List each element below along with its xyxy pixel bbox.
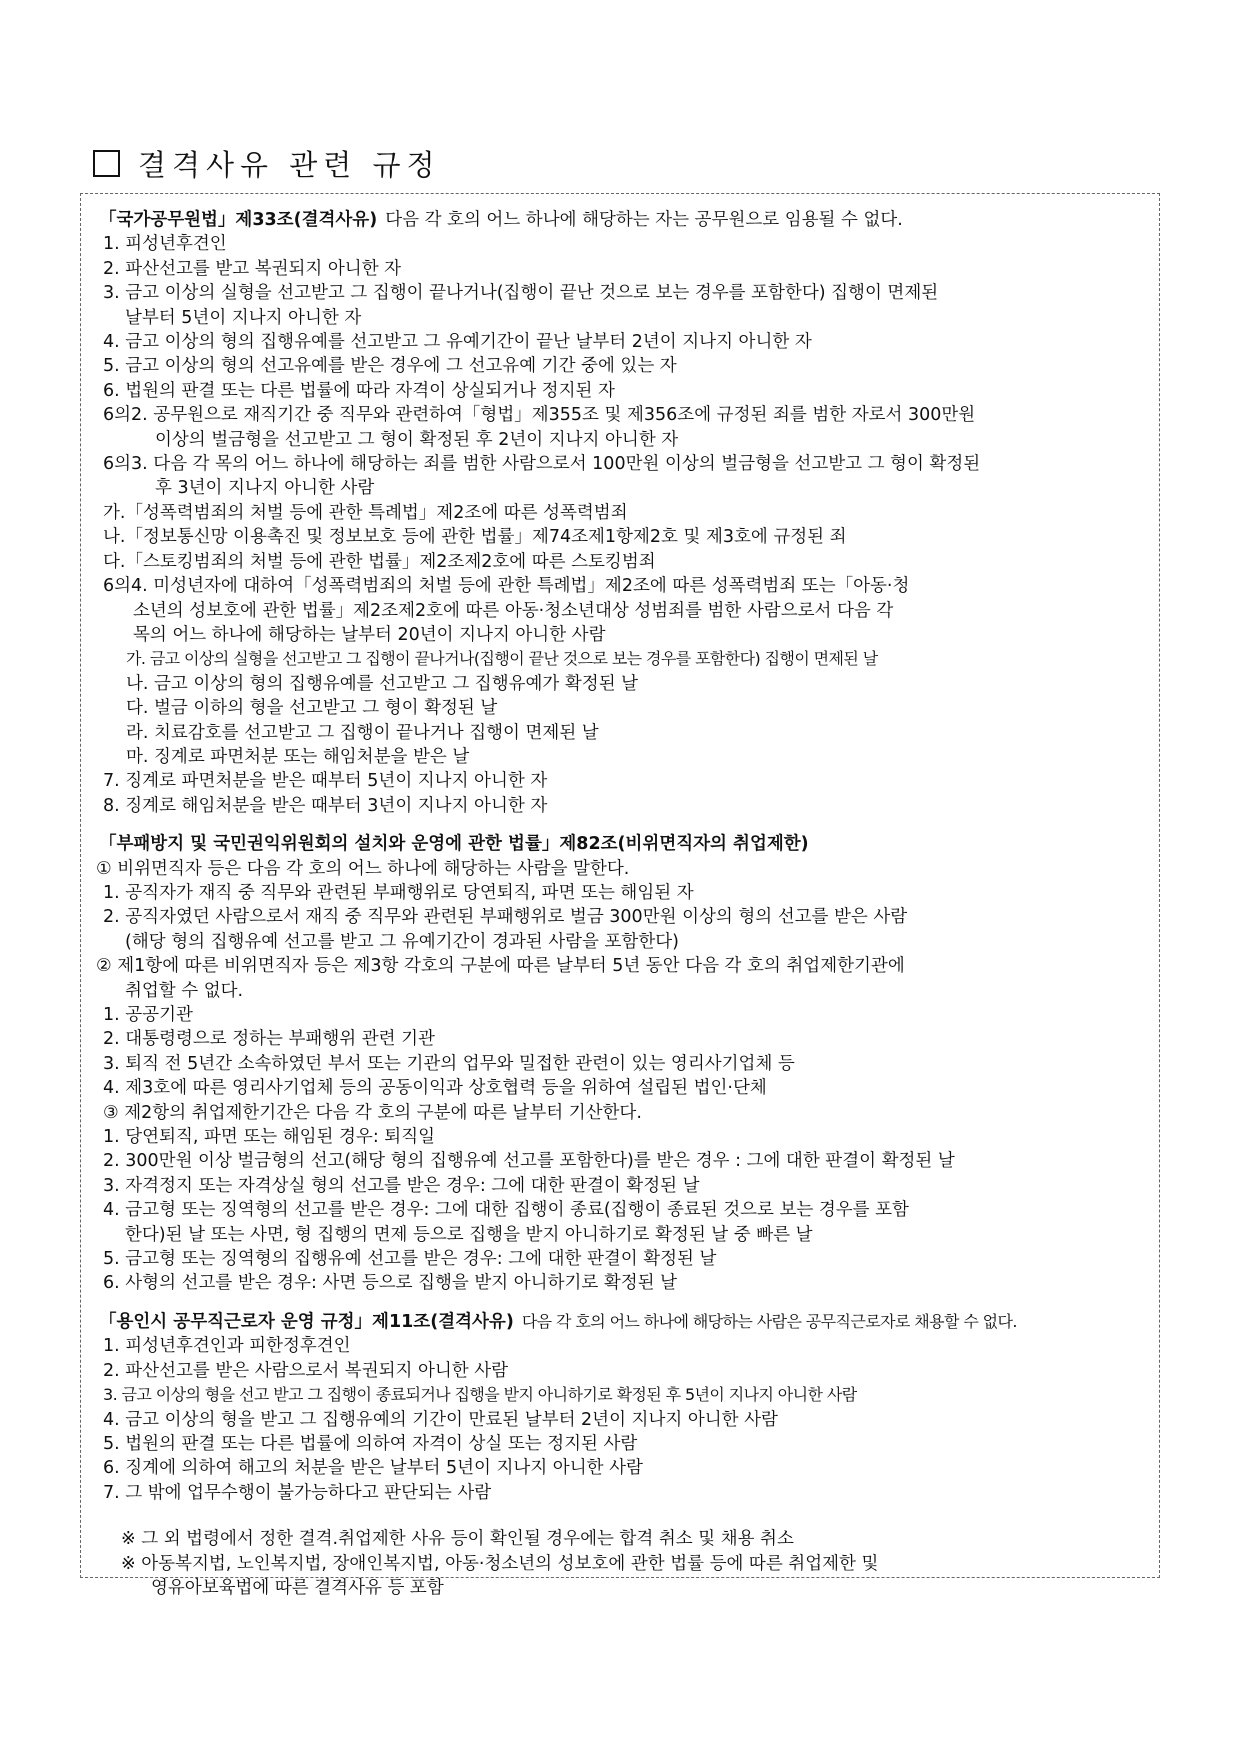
list-item: 5. 금고형 또는 징역형의 집행유예 선고를 받은 경우: 그에 대한 판결이 확정된 날 (103, 1249, 717, 1270)
list-item-continuation: 소년의 성보호에 관한 법률」제2조제2호에 따른 아동·청소년대상 성범죄를 범한 사람으로서 다음 각 (133, 600, 894, 621)
list-subitem: 가.「성폭력범죄의 처벌 등에 관한 특례법」제2조에 따른 성폭력범죄 (103, 502, 628, 523)
list-item-continuation: 후 3년이 지나지 아니한 사람 (155, 478, 375, 499)
list-subitem: 가. 금고 이상의 실형을 선고받고 그 집행이 끝나거나(집행이 끝난 것으로 보는 경우를 포함한다) 집행이 면제된 날 (126, 649, 878, 669)
section-national-civil-service-act (81, 208, 1159, 818)
section-heading (81, 208, 1159, 232)
note-item: ※ 아동복지법, 노인복지법, 장애인복지법, 아동·청소년의 성보호에 관한 법률 등에 따른 취업제한 및 (121, 1553, 879, 1574)
list-subitem: 마. 징계로 파면처분 또는 해임처분을 받은 날 (126, 746, 470, 767)
list-item: 6. 징계에 의하여 해고의 처분을 받은 날부터 5년이 지나지 아니한 사람 (103, 1458, 643, 1479)
list-subitem: 나. 금고 이상의 형의 집행유예를 선고받고 그 집행유예가 확정된 날 (126, 673, 639, 694)
list-item-continuation: 이상의 벌금형을 선고받고 그 형이 확정된 후 2년이 지나지 아니한 자 (155, 429, 679, 450)
page-title-text: 결격사유 관련 규정 (138, 147, 441, 182)
list-item: 6의2. 공무원으로 재직기간 중 직무와 관련하여「형법」제355조 및 제356조에 규정된 죄를 범한 자로서 300만원 (103, 405, 976, 426)
list-item: 4. 제3호에 따른 영리사기업체 등의 공동이익과 상호협력 등을 위하여 설립된 법인·단체 (103, 1078, 767, 1099)
list-item: 2. 파산선고를 받은 사람으로서 복권되지 아니한 사람 (103, 1360, 509, 1381)
note-item-continuation: 영유아보육법에 따른 결격사유 등 포함 (151, 1577, 444, 1598)
list-subitem: 라. 치료감호를 선고받고 그 집행이 끝나거나 집행이 면제된 날 (126, 722, 599, 743)
note-item: ※ 그 외 법령에서 정한 결격.취업제한 사유 등이 확인될 경우에는 합격 취소 및 채용 취소 (121, 1529, 794, 1550)
section-heading (81, 1310, 1159, 1334)
list-item: 4. 금고 이상의 형을 받고 그 집행유예의 기간이 만료된 날부터 2년이 지나지 아니한 사람 (103, 1409, 778, 1430)
list-item: 4. 금고형 또는 징역형의 선고를 받은 경우: 그에 대한 집행이 종료(집행이 종료된 것으로 보는 경우를 포함 (103, 1200, 909, 1221)
list-item: 1. 피성년후견인 (103, 234, 227, 255)
list-item: 3. 금고 이상의 형을 선고 받고 그 집행이 종료되거나 집행을 받지 아니하기로 확정된 후 5년이 지나지 아니한 사람 (103, 1385, 857, 1405)
list-item: 1. 공직자가 재직 중 직무와 관련된 부패행위로 당연퇴직, 파면 또는 해임된 자 (103, 882, 694, 903)
regulations-box (80, 193, 1160, 1598)
list-item: 6의4. 미성년자에 대하여「성폭력범죄의 처벌 등에 관한 특례법」제2조에 따른 성폭력범죄 또는「아동·청 (103, 576, 910, 597)
list-item-continuation: 한다)된 날 또는 사면, 형 집행의 면제 등으로 집행을 받지 아니하기로 확정된 날 중 빠른 날 (125, 1224, 813, 1245)
list-item: 3. 퇴직 전 5년간 소속하였던 부서 또는 기관의 업무와 밀접한 관련이 있는 영리사기업체 등 (103, 1053, 795, 1074)
list-item-continuation: (해당 형의 집행유예 선고를 받고 그 유예기간이 경과된 사람을 포함한다) (125, 931, 679, 952)
paragraph: ③ 제2항의 취업제한기간은 다음 각 호의 구분에 따른 날부터 기산한다. (103, 1102, 642, 1123)
list-item-continuation: 날부터 5년이 지나지 아니한 자 (125, 307, 362, 328)
list-subitem: 다. 벌금 이하의 형을 선고받고 그 형이 확정된 날 (126, 698, 498, 719)
section-anti-corruption-act (81, 832, 1159, 1296)
law-intro: 다음 각 호의 어느 하나에 해당하는 자는 공무원으로 임용될 수 없다. (385, 210, 903, 230)
list-item: 3. 자격정지 또는 자격상실 형의 선고를 받은 경우: 그에 대한 판결이 확정된 날 (103, 1175, 700, 1196)
law-title: 「국가공무원법」제33조(결격사유) (99, 210, 378, 230)
list-item: 7. 그 밖에 업무수행이 불가능하다고 판단되는 사람 (103, 1482, 492, 1503)
list-item: 3. 금고 이상의 실형을 선고받고 그 집행이 끝나거나(집행이 끝난 것으로 보는 경우를 포함한다) 집행이 면제된 (103, 283, 939, 304)
section-yongin-regulation (81, 1310, 1159, 1505)
list-item: 6. 사형의 선고를 받은 경우: 사면 등으로 집행을 받지 아니하기로 확정된 날 (103, 1273, 678, 1294)
list-item: 2. 파산선고를 받고 복권되지 아니한 자 (103, 258, 402, 279)
list-item-continuation: 목의 어느 하나에 해당하는 날부터 20년이 지나지 아니한 사람 (133, 624, 606, 645)
list-item: 7. 징계로 파면처분을 받은 때부터 5년이 지나지 아니한 자 (103, 771, 548, 792)
list-item: 5. 법원의 판결 또는 다른 법률에 의하여 자격이 상실 또는 정지된 사람 (103, 1433, 638, 1454)
checkbox-square-icon (93, 150, 120, 177)
list-item: 2. 공직자였던 사람으로서 재직 중 직무와 관련된 부패행위로 벌금 300만원 이상의 형의 선고를 받은 사람 (103, 907, 908, 928)
notes (81, 1527, 1159, 1600)
paragraph: ② 제1항에 따른 비위면직자 등은 제3항 각호의 구분에 따른 날부터 5년 동안 다음 각 호의 취업제한기관에 (96, 956, 905, 977)
law-title: 「부패방지 및 국민권익위원회의 설치와 운영에 관한 법률」제82조(비위면직자의 취업제한) (99, 834, 809, 855)
list-subitem: 다.「스토킹범죄의 처벌 등에 관한 법률」제2조제2호에 따른 스토킹범죄 (103, 551, 656, 572)
page-title (93, 143, 441, 183)
list-subitem: 나.「정보통신망 이용촉진 및 정보보호 등에 관한 법률」제74조제1항제2호 및 제3호에 규정된 죄 (103, 527, 847, 548)
list-item: 5. 금고 이상의 형의 선고유예를 받은 경우에 그 선고유예 기간 중에 있는 자 (103, 356, 677, 377)
list-item: 8. 징계로 해임처분을 받은 때부터 3년이 지나지 아니한 자 (103, 795, 548, 816)
law-title: 「용인시 공무직근로자 운영 규정」제11조(결격사유) (99, 1311, 514, 1332)
list-item: 2. 300만원 이상 벌금형의 선고(해당 형의 집행유예 선고를 포함한다)를 받은 경우 : 그에 대한 판결이 확정된 날 (103, 1151, 955, 1172)
law-intro: 다음 각 호의 어느 하나에 해당하는 사람은 공무직근로자로 채용할 수 없다. (521, 1311, 1017, 1331)
list-item: 6의3. 다음 각 목의 어느 하나에 해당하는 죄를 범한 사람으로서 100만원 이상의 벌금형을 선고받고 그 형이 확정된 (103, 454, 981, 475)
list-item: 4. 금고 이상의 형의 집행유예를 선고받고 그 유예기간이 끝난 날부터 2년이 지나지 아니한 자 (103, 332, 812, 353)
list-item: 1. 공공기관 (103, 1005, 193, 1025)
list-item: 1. 피성년후견인과 피한정후견인 (103, 1336, 351, 1357)
list-item: 2. 대통령령으로 정하는 부패행위 관련 기관 (103, 1029, 435, 1050)
paragraph: ① 비위면직자 등은 다음 각 호의 어느 하나에 해당하는 사람을 말한다. (96, 858, 630, 879)
paragraph-continuation: 취업할 수 없다. (125, 980, 244, 1001)
list-item: 6. 법원의 판결 또는 다른 법률에 따라 자격이 상실되거나 정지된 자 (103, 380, 615, 401)
list-item: 1. 당연퇴직, 파면 또는 해임된 경우: 퇴직일 (103, 1127, 436, 1148)
